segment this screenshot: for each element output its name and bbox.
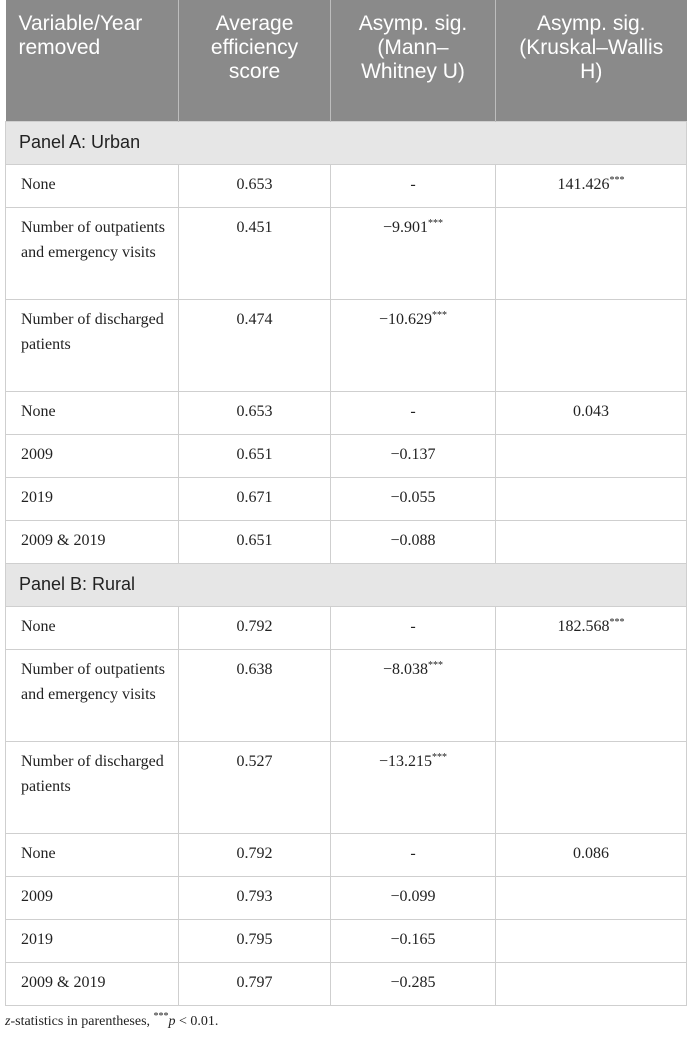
kw-value: 0.043 <box>573 402 609 420</box>
cell-mwu <box>331 207 496 299</box>
kw-value: 182.568 <box>557 617 610 635</box>
cell-score: 0.797 <box>179 962 331 1005</box>
cell-kw <box>496 876 687 919</box>
cell-score: 0.795 <box>179 919 331 962</box>
panel-title: Panel A: Urban <box>6 121 687 164</box>
mwu-significance: *** <box>428 217 444 229</box>
mwu-value: −10.629 <box>378 310 433 328</box>
table-row <box>6 207 687 299</box>
cell-mwu <box>331 741 496 833</box>
kw-value: 141.426 <box>557 175 610 193</box>
footnote-z: z <box>5 1014 11 1029</box>
cell-variable: None <box>6 391 179 434</box>
cell-mwu <box>331 833 496 876</box>
cell-mwu <box>331 299 496 391</box>
kw-significance: *** <box>609 174 625 186</box>
cell-kw <box>496 434 687 477</box>
results-table <box>5 0 687 1006</box>
cell-kw <box>496 477 687 520</box>
mwu-value: −8.038 <box>382 660 429 678</box>
footnote-stars: *** <box>153 1011 169 1022</box>
cell-variable: 2019 <box>6 919 179 962</box>
cell-score: 0.651 <box>179 520 331 563</box>
table-row <box>6 434 687 477</box>
cell-kw <box>496 919 687 962</box>
cell-score: 0.527 <box>179 741 331 833</box>
header-row <box>6 0 687 121</box>
mwu-value: −0.088 <box>390 531 436 549</box>
footnote-text: -statistics in parentheses, <box>10 1014 154 1029</box>
cell-score: 0.792 <box>179 833 331 876</box>
cell-mwu <box>331 962 496 1005</box>
mwu-value: −9.901 <box>382 218 429 236</box>
mwu-value: - <box>410 175 416 193</box>
mwu-value: −0.055 <box>390 488 436 506</box>
cell-score: 0.451 <box>179 207 331 299</box>
kw-significance: *** <box>609 616 625 628</box>
cell-score: 0.671 <box>179 477 331 520</box>
cell-variable: 2009 <box>6 434 179 477</box>
cell-mwu <box>331 606 496 649</box>
table-row <box>6 833 687 876</box>
cell-kw <box>496 164 687 207</box>
table-row <box>6 919 687 962</box>
cell-variable: 2009 & 2019 <box>6 962 179 1005</box>
mwu-value: - <box>410 617 416 635</box>
cell-variable: Number of discharged patients <box>6 741 179 833</box>
cell-score: 0.651 <box>179 434 331 477</box>
cell-score: 0.653 <box>179 391 331 434</box>
footnote-text-end: < 0.01. <box>175 1014 219 1029</box>
mwu-value: −0.285 <box>390 973 436 991</box>
mwu-significance: *** <box>432 309 448 321</box>
mwu-value: −0.165 <box>390 930 436 948</box>
table-row <box>6 741 687 833</box>
cell-score: 0.792 <box>179 606 331 649</box>
table-row <box>6 649 687 741</box>
cell-mwu <box>331 919 496 962</box>
header-kw: Asymp. sig. (Kruskal–Wallis H) <box>496 0 687 121</box>
cell-variable: Number of outpatients and emergency visits <box>6 649 179 741</box>
cell-variable: Number of discharged patients <box>6 299 179 391</box>
panel-header-row <box>6 121 687 164</box>
cell-kw <box>496 833 687 876</box>
header-mwu: Asymp. sig. (Mann–Whitney U) <box>331 0 496 121</box>
cell-mwu <box>331 391 496 434</box>
cell-kw <box>496 649 687 741</box>
mwu-value: −0.099 <box>390 887 436 905</box>
cell-kw <box>496 606 687 649</box>
cell-score: 0.793 <box>179 876 331 919</box>
mwu-significance: *** <box>428 659 444 671</box>
cell-score: 0.653 <box>179 164 331 207</box>
table-row <box>6 876 687 919</box>
cell-variable: 2019 <box>6 477 179 520</box>
mwu-value: - <box>410 844 416 862</box>
table-row <box>6 520 687 563</box>
cell-mwu <box>331 876 496 919</box>
cell-kw <box>496 741 687 833</box>
panel-title: Panel B: Rural <box>6 563 687 606</box>
cell-score: 0.474 <box>179 299 331 391</box>
cell-kw <box>496 520 687 563</box>
panel-header-row <box>6 563 687 606</box>
cell-variable: None <box>6 164 179 207</box>
cell-kw <box>496 962 687 1005</box>
header-score: Average efficiency score <box>179 0 331 121</box>
cell-mwu <box>331 164 496 207</box>
cell-kw <box>496 391 687 434</box>
mwu-significance: *** <box>432 751 448 763</box>
table-row <box>6 477 687 520</box>
table-row <box>6 391 687 434</box>
table-row <box>6 962 687 1005</box>
cell-kw <box>496 207 687 299</box>
cell-variable: None <box>6 606 179 649</box>
cell-variable: 2009 & 2019 <box>6 520 179 563</box>
cell-mwu <box>331 649 496 741</box>
mwu-value: −0.137 <box>390 445 436 463</box>
table-row <box>6 606 687 649</box>
header-variable: Variable/Year removed <box>6 0 179 121</box>
cell-variable: 2009 <box>6 876 179 919</box>
cell-score: 0.638 <box>179 649 331 741</box>
cell-variable: Number of outpatients and emergency visits <box>6 207 179 299</box>
cell-mwu <box>331 520 496 563</box>
footnote-p: p <box>168 1014 176 1029</box>
cell-mwu <box>331 477 496 520</box>
kw-value: 0.086 <box>573 844 609 862</box>
table-row <box>6 164 687 207</box>
table-footnote <box>5 1011 219 1030</box>
cell-mwu <box>331 434 496 477</box>
mwu-value: −13.215 <box>378 752 433 770</box>
mwu-value: - <box>410 402 416 420</box>
cell-kw <box>496 299 687 391</box>
cell-variable: None <box>6 833 179 876</box>
table-row <box>6 299 687 391</box>
